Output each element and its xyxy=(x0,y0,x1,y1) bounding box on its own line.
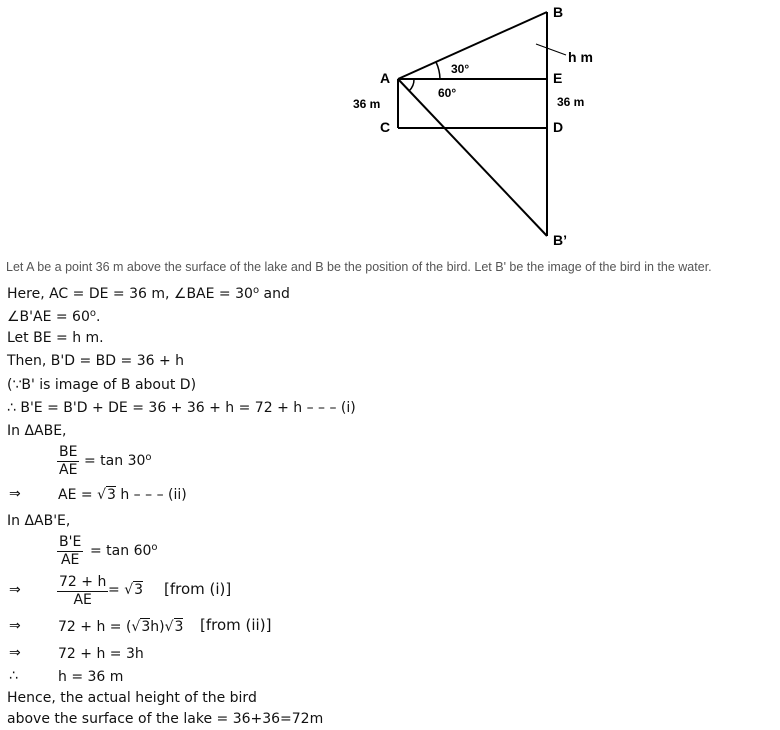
label-a: A xyxy=(380,70,391,86)
fraction-numerator: 72 + h xyxy=(59,574,107,590)
therefore-symbol: ∴ xyxy=(9,668,18,684)
fraction-denominator: AE xyxy=(60,552,80,568)
fraction-bpe-ae xyxy=(57,534,83,569)
implies-symbol: ⇒ xyxy=(9,486,21,502)
implies-symbol: ⇒ xyxy=(9,582,21,598)
solution-line-eq-i: ∴ B'E = B'D + DE = 36 + 36 + h = 72 + h – – – (i) xyxy=(7,400,356,416)
solution-line-triangle-abpe: In ΔAB'E, xyxy=(7,513,71,529)
label-angle-60: 60° xyxy=(438,86,457,100)
angle-arc-60 xyxy=(409,79,414,91)
fraction-be-ae-rhs: = tan 30$^o$ xyxy=(84,452,152,469)
implies-symbol: ⇒ xyxy=(9,618,21,634)
label-height-left: 36 m xyxy=(353,97,381,111)
figure-lines xyxy=(398,12,566,236)
solution-line-eq-ii: AE = √3 h – – – (ii) xyxy=(58,487,187,503)
reference-note-ii: [from (ii)] xyxy=(200,616,272,634)
line-a-b-prime xyxy=(398,79,547,236)
reference-note-i: [from (i)] xyxy=(164,580,232,598)
label-angle-30: 30° xyxy=(451,62,470,76)
problem-intro: Let A be a point 36 m above the surface of the lake and B be the position of the bird. Let B' be the image of the bird in the water. xyxy=(6,260,712,274)
fraction-numerator: BE xyxy=(59,444,78,460)
line-a-b xyxy=(398,12,547,79)
solution-line-3h: 72 + h = 3h xyxy=(58,646,144,662)
label-b: B xyxy=(553,4,564,20)
fraction-bpe-ae-rhs: = tan 60$^o$ xyxy=(90,542,158,559)
fraction-72h-ae-rhs: = √3 xyxy=(108,582,144,598)
label-e: E xyxy=(553,70,563,86)
conclusion-line-2: above the surface of the lake = 36+36=72m xyxy=(7,711,324,727)
fraction-be-ae xyxy=(57,444,79,479)
fraction-72h-ae xyxy=(57,574,108,609)
label-d: D xyxy=(553,119,564,135)
geometry-figure xyxy=(0,0,780,260)
implies-symbol: ⇒ xyxy=(9,645,21,661)
solution-line-triangle-abe: In ΔABE, xyxy=(7,423,67,439)
label-b-prime: B’ xyxy=(553,232,567,248)
conclusion-line-1: Hence, the actual height of the bird xyxy=(7,690,257,706)
h-label-leader xyxy=(536,44,566,55)
label-height-right: 36 m xyxy=(557,95,585,109)
solution-line-image: (∵B' is image of B about D) xyxy=(7,377,197,393)
solution-line-let: Let BE = h m. xyxy=(7,330,104,346)
solution-line-given: Here, AC = DE = 36 m, ∠BAE = $30^o$ and xyxy=(7,285,290,302)
solution-line-substitute: 72 + h = (√3h)√3 xyxy=(58,619,184,635)
solution-line-then: Then, B'D = BD = 36 + h xyxy=(7,353,185,369)
label-c: C xyxy=(380,119,391,135)
fraction-denominator: AE xyxy=(59,462,78,478)
fraction-numerator: B'E xyxy=(59,534,82,550)
fraction-denominator: AE xyxy=(73,592,92,608)
label-h-m: h m xyxy=(568,49,593,65)
solution-line-angle: ∠B'AE = $60^o$. xyxy=(7,308,101,325)
angle-arc-30 xyxy=(436,62,440,79)
solution-line-h-value: h = 36 m xyxy=(58,669,124,685)
